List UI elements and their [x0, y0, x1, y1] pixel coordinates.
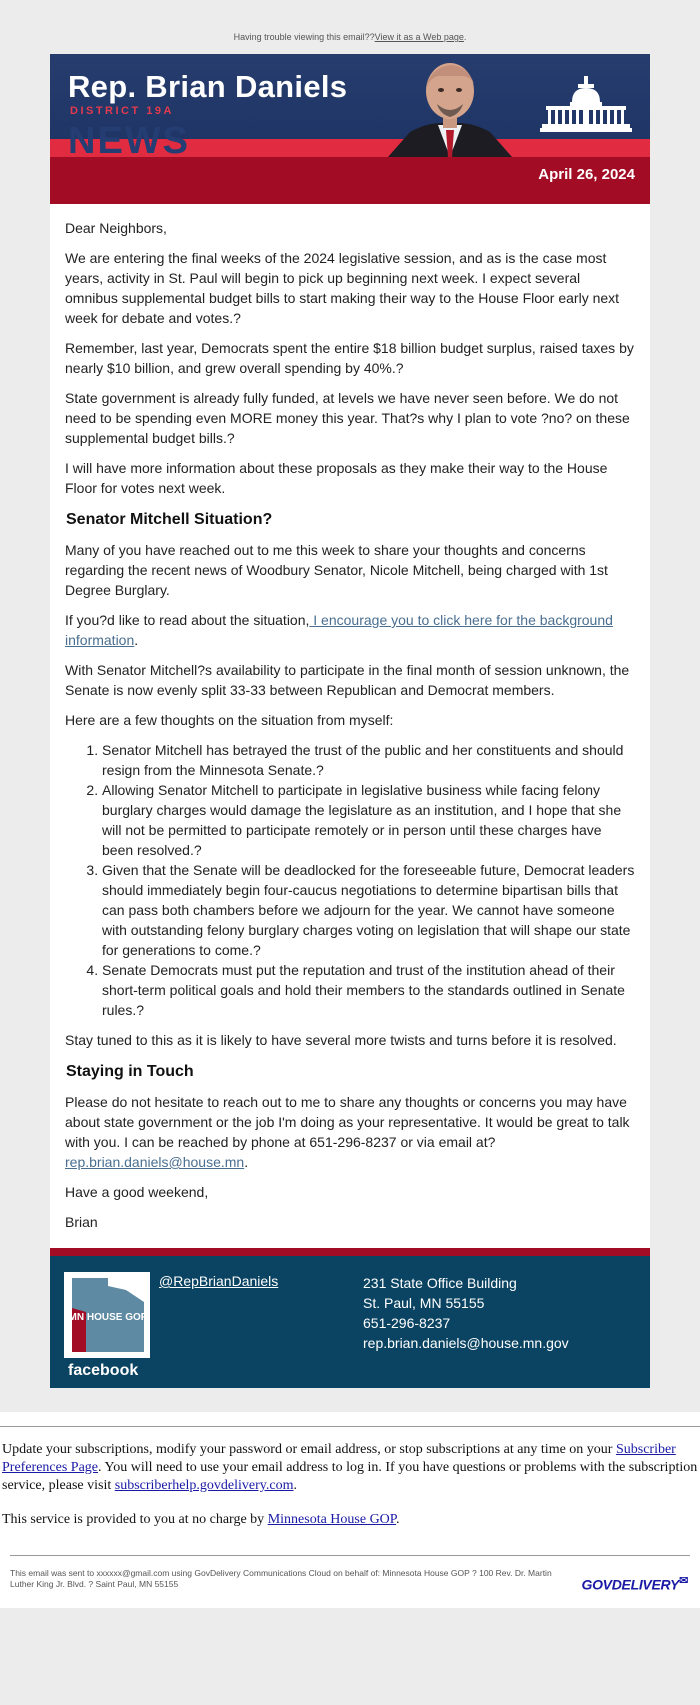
logo-text: MN HOUSE GOP [68, 1312, 148, 1323]
thoughts-list [65, 740, 635, 1020]
paragraph-funding: State government is already fully funded, at levels we have never seen before. We do not need to be spending even MORE money this year. That?s why I plan to vote ?no? on these supplemental budget bills.? [65, 390, 630, 446]
subscription-info [0, 1441, 700, 1495]
banner-district: DISTRICT 19A [70, 105, 174, 117]
subscriber-help-link[interactable]: subscriberhelp.govdelivery.com [114, 1478, 294, 1493]
legal-footer [0, 1568, 700, 1608]
paragraph-budget: Remember, last year, Democrats spent the entire $18 billion budget surplus, raised taxes by nearly $10 billion, and grew overall spending by 40%.? [65, 340, 634, 376]
address-city: St. Paul, MN 55155 [363, 1295, 485, 1311]
subscription-text-3: . [293, 1478, 297, 1493]
subscription-section [0, 1412, 700, 1608]
address-phone: 651-296-8237 [363, 1315, 451, 1331]
background-info-link[interactable]: I encourage you to click here for the background information [65, 612, 613, 648]
paragraph-mitchell-news: Many of you have reached out to me this week to share your thoughts and concerns regarding the recent news of Woodbury Senator, Nicole Mitchell, being charged with 1st Degree Burglary. [65, 542, 608, 598]
newsletter-date: April 26, 2024 [538, 166, 635, 183]
signature: Brian [65, 1214, 98, 1230]
facebook-handle-link[interactable]: @RepBrianDaniels [159, 1273, 279, 1289]
list-item: 4. Senate Democrats must put the reputation and trust of the institution ahead of their short-term political goals and hold their members to the standards outlined in Senate rules.? [102, 960, 635, 1020]
paragraph-thoughts-intro: Here are a few thoughts on the situation from myself: [65, 712, 394, 728]
paragraph-contact [65, 1092, 635, 1172]
footer-red-band [50, 1248, 650, 1256]
service-note [0, 1511, 700, 1529]
list-item: 3. Given that the Senate will be deadlocked for the foreseeable future, Democrat leaders should immediately begin four-caucus negotiations to determine bipartisan bills that can pass both chambers before we adjourn for the year. We cannot have someone with outstanding felony burglary charges voting on legislation that will shape our state for generations to come.? [102, 860, 635, 960]
web-view-link[interactable]: View it as a Web page [374, 32, 464, 42]
web-view-prefix: Having trouble viewing this email?? [233, 32, 375, 42]
banner-title: Rep. Brian Daniels [68, 69, 348, 104]
email-link[interactable]: rep.brian.daniels@house.mn [65, 1154, 245, 1170]
facebook-badge[interactable] [64, 1272, 150, 1382]
newsletter-body [50, 204, 650, 1248]
list-item: 2. Allowing Senator Mitchell to participate in legislative business while facing felony burglary charges would damage the legislature as an institution, and I hope that she will not be permitted to participate remotely or in person until these charges have been resolved.? [102, 780, 635, 860]
envelope-icon: ✉ [679, 1575, 688, 1587]
service-text: This service is provided to you at no charge by [2, 1512, 268, 1527]
list-item: 1. Senator Mitchell has betrayed the trust of the public and her constituents and should resign from the Minnesota Senate.? [102, 740, 635, 780]
representative-photo [380, 54, 520, 157]
service-text-2: . [396, 1512, 400, 1527]
paragraph-more-info: I will have more information about these proposals as they make their way to the House Floor for votes next week. [65, 460, 608, 496]
legal-text: This email was sent to xxxxxx@gmail.com using GovDelivery Communications Cloud on behalf of: Minnesota House GOP ? 100 Rev. Dr. Martin Luther King Jr. Blvd. ? Saint Paul, MN 55155 [10, 1568, 552, 1589]
paragraph-session: We are entering the final weeks of the 2024 legislative session, and as is the case most years, activity in St. Paul will begin to pick up beginning next week. I expect several omnibus supplemental budget bills to start making their way to the House Floor early next week for debate and votes.? [65, 250, 620, 326]
divider [0, 1426, 700, 1427]
greeting: Dear Neighbors, [65, 220, 167, 236]
minnesota-house-gop-link[interactable]: Minnesota House GOP [267, 1512, 397, 1527]
govdelivery-label: GOVDELIVERY [581, 1576, 680, 1593]
heading-staying-in-touch: Staying in Touch [66, 1063, 194, 1080]
paragraph-senate-split: With Senator Mitchell?s availability to participate in the final month of session unknown, the Senate is now evenly split 33-33 between Republican and Democrat members. [65, 662, 630, 698]
mn-house-gop-logo [64, 1272, 150, 1358]
capitol-icon [540, 76, 632, 132]
footer [50, 1256, 650, 1388]
footer-address [363, 1273, 569, 1353]
govdelivery-logo[interactable] [582, 1576, 689, 1591]
read-more-prefix: If you?d like to read about the situation, [65, 612, 310, 628]
read-more-suffix: . [134, 632, 139, 648]
newsletter-card [50, 54, 650, 1388]
heading-mitchell: Senator Mitchell Situation? [66, 511, 273, 528]
paragraph-stay-tuned: Stay tuned to this as it is likely to have several more twists and turns before it is resolved. [65, 1032, 617, 1048]
address-line: 231 State Office Building [363, 1275, 517, 1291]
subscription-text: Update your subscriptions, modify your password or email address, or stop subscriptions at any time on your [2, 1442, 616, 1457]
header-banner [50, 54, 650, 204]
email-suffix: . [244, 1154, 249, 1170]
web-view-note [0, 0, 700, 54]
divider [10, 1555, 690, 1556]
address-email: rep.brian.daniels@house.mn.gov [363, 1335, 569, 1351]
facebook-label: facebook [68, 1362, 139, 1379]
closing: Have a good weekend, [65, 1184, 209, 1200]
web-view-suffix: . [463, 32, 467, 42]
contact-text: Please do not hesitate to reach out to me to share any thoughts or concerns you may have about state government or the job I'm doing as your representative. It would be great to talk with you. I can be reached by phone at 651-296-8237 or via email at? [65, 1094, 630, 1150]
banner-news-word: NEWS [68, 120, 190, 162]
subscriber-preferences-link[interactable]: Subscriber Preferences Page [2, 1442, 676, 1475]
subscription-text-2: . You will need to use your email address to log in. If you have questions or problems with the subscription service, please visit [2, 1460, 698, 1493]
paragraph-read-more [65, 610, 635, 650]
